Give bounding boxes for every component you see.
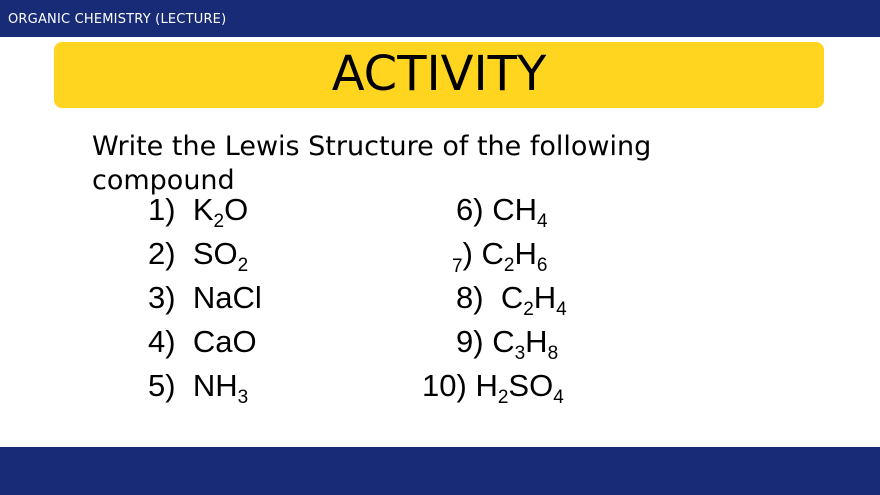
instruction-text: Write the Lewis Structure of the following compound [92,131,652,196]
list-item-3 [148,280,262,316]
list-item-8 [456,280,567,320]
list-item-10 [422,368,564,408]
activity-title: ACTIVITY [331,46,547,102]
item-number: 10) [422,368,467,403]
item-number: 5) [148,368,176,403]
compound-formula: $C_3H_8$ [492,324,559,364]
compound-formula: $SO_2$ [192,236,249,276]
list-item-5 [148,368,249,408]
item-number: 1) [148,192,176,227]
compound-formula: $H_2SO_4$ [475,368,564,408]
compound-formula: NaCl [192,280,262,315]
compound-formula: $K_2O$ [192,192,249,232]
item-number: 2) [148,236,176,271]
list-item-4 [148,324,257,360]
activity-banner [54,42,824,108]
compound-formula: $CH_4$ [492,192,548,232]
list-item-1 [148,192,249,232]
compound-formula: $NH_3$ [192,368,249,408]
list-item-2 [148,236,249,276]
item-number: 6) [456,192,484,227]
list-item-9 [456,324,559,364]
list-item-7 [452,236,547,285]
item-number: 9) [456,324,484,359]
footer-bar [0,447,880,495]
header-bar [0,0,880,37]
course-title: ORGANIC CHEMISTRY (LECTURE) [8,12,227,27]
compound-formula: CaO [192,324,257,359]
item-number: 4) [148,324,176,359]
item-number: 3) [148,280,176,315]
item-number: $_7$) [452,236,473,277]
list-item-6 [456,192,548,232]
compound-formula: $C_2H_4$ [500,280,567,320]
compound-formula: $C_2H_6$ [481,236,548,276]
item-number: 8) [456,280,484,315]
